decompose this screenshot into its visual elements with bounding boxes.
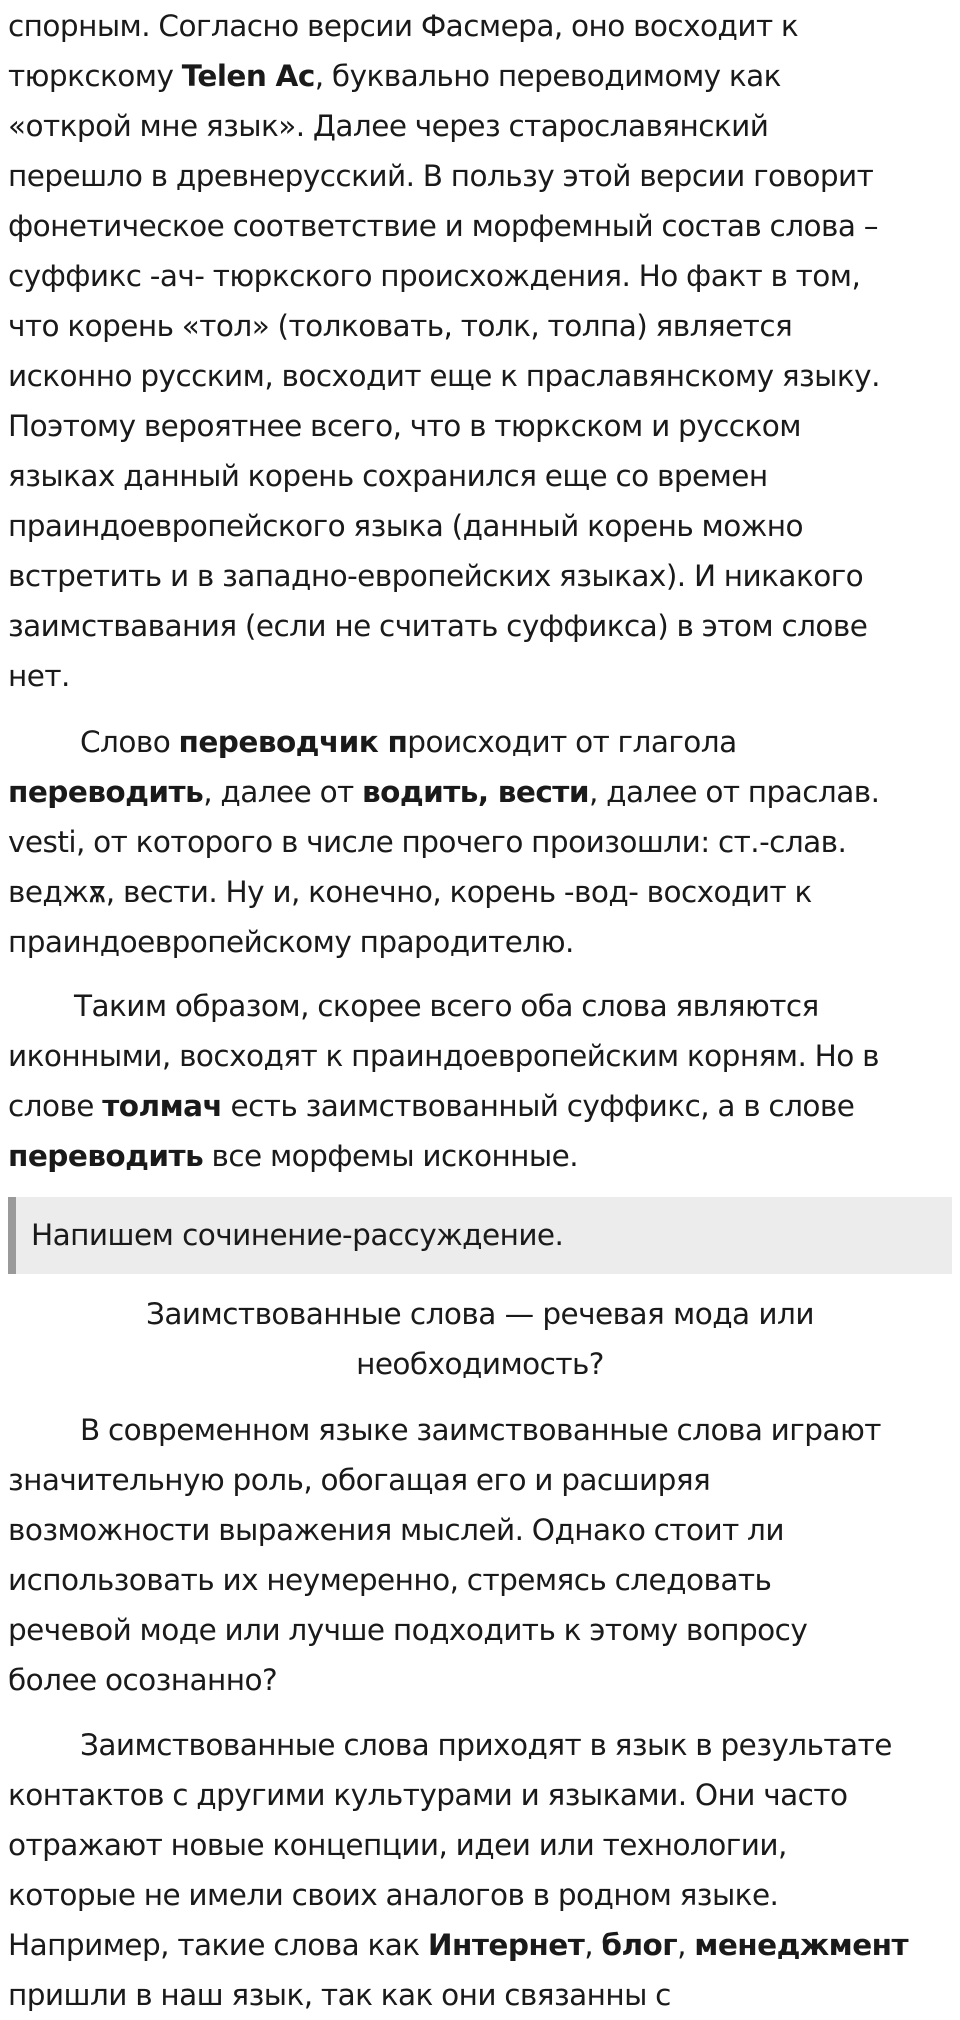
text-fragment: слове [8,1089,103,1123]
bold-term: водить, вести [362,775,589,809]
text-line: В современном языке заимствованные слова играют [80,1413,881,1447]
text-line: фонетическое соответствие и морфемный состав слова – [8,209,878,243]
text-line [8,767,952,817]
text-fragment: , [677,1928,695,1962]
text-line: праиндоевропейского языка (данный корень можно [8,509,804,543]
text-line [8,1131,952,1181]
bold-term: менеджмент [694,1928,909,1962]
paragraph-essay-intro [8,1405,952,1705]
text-line: праиндоевропейскому прародителю. [8,925,574,959]
text-fragment: есть заимствованный суффикс, а в слове [222,1089,855,1123]
text-line: заимствавания (если не считать суффикса) в этом слове [8,609,868,643]
bold-term: Telen Ac [181,59,315,93]
text-line: «открой мне язык». Далее через старославянский [8,109,769,143]
text-fragment: роисходит от глагола [407,725,737,759]
text-fragment: , далее от [203,775,363,809]
text-line: Таким образом, скорее всего оба слова являются [74,989,819,1023]
text-line: vesti, от которого в числе прочего произошли: ст.-слав. [8,825,847,859]
bold-term: переводчик п [178,725,408,759]
text-line: что корень «тол» (толковать, толк, толпа) является [8,309,793,343]
callout-box [8,1197,952,1274]
text-fragment: , далее от праслав. [588,775,880,809]
text-line: перешло в древнерусский. В пользу этой версии говорит [8,159,874,193]
bold-term: толмач [102,1089,223,1123]
text-line [8,1920,952,1970]
bold-term: блог [601,1928,678,1962]
text-line: нет. [8,659,70,693]
paragraph-essay-body [8,1720,952,2020]
text-line: спорным. Согласно версии Фасмера, оно восходит к [8,9,799,43]
text-fragment: Например, такие слова как [8,1928,428,1962]
text-fragment: , [584,1928,602,1962]
text-line: Поэтому вероятнее всего, что в тюркском и русском [8,409,801,443]
bold-term: переводить [8,1139,204,1173]
text-fragment: , буквально переводимому как [314,59,781,93]
essay-title [8,1289,952,1389]
paragraph-conclusion [8,981,952,1181]
text-line: языках данный корень сохранился еще со времен [8,459,768,493]
text-line: встретить и в западно-европейских языках). И никакого [8,559,864,593]
text-line: использовать их неумеренно, стремясь следовать [8,1563,772,1597]
bold-term: переводить [8,775,204,809]
text-line: возможности выражения мыслей. Однако стоит ли [8,1513,784,1547]
text-line [8,51,952,101]
text-line: суффикс -ач- тюркского происхождения. Но факт в том, [8,259,861,293]
text-fragment: все морфемы исконные. [203,1139,579,1173]
text-line: иконными, восходят к праиндоевропейским корням. Но в [8,1039,879,1073]
text-fragment: тюркскому [8,59,182,93]
text-line: веджѫ, вести. Ну и, конечно, корень -вод- восходит к [8,875,812,909]
text-line: контактов с другими культурами и языками. Они часто [8,1778,848,1812]
essay-title-line: необходимость? [356,1347,604,1381]
text-line: значительную роль, обогащая его и расширяя [8,1463,711,1497]
text-line: речевой моде или лучше подходить к этому вопросу [8,1613,808,1647]
text-line: отражают новые концепции, идеи или технологии, [8,1828,787,1862]
callout-text: Напишем сочинение-рассуждение. [31,1218,564,1252]
text-fragment: Слово [80,725,179,759]
paragraph-etymology-perevodchik [8,717,952,967]
essay-title-line: Заимствованные слова — речевая мода или [146,1297,814,1331]
text-line [8,717,952,767]
text-line: более осознанно? [8,1663,278,1697]
text-line: пришли в наш язык, так как они связанны с [8,1978,671,2012]
text-line: которые не имели своих аналогов в родном языке. [8,1878,779,1912]
text-line: Заимствованные слова приходят в язык в результате [80,1728,892,1762]
bold-term: Интернет [427,1928,585,1962]
text-line [8,1081,952,1131]
text-line: исконно русским, восходит еще к праславянскому языку. [8,359,880,393]
paragraph-etymology-tolmach [8,1,952,701]
